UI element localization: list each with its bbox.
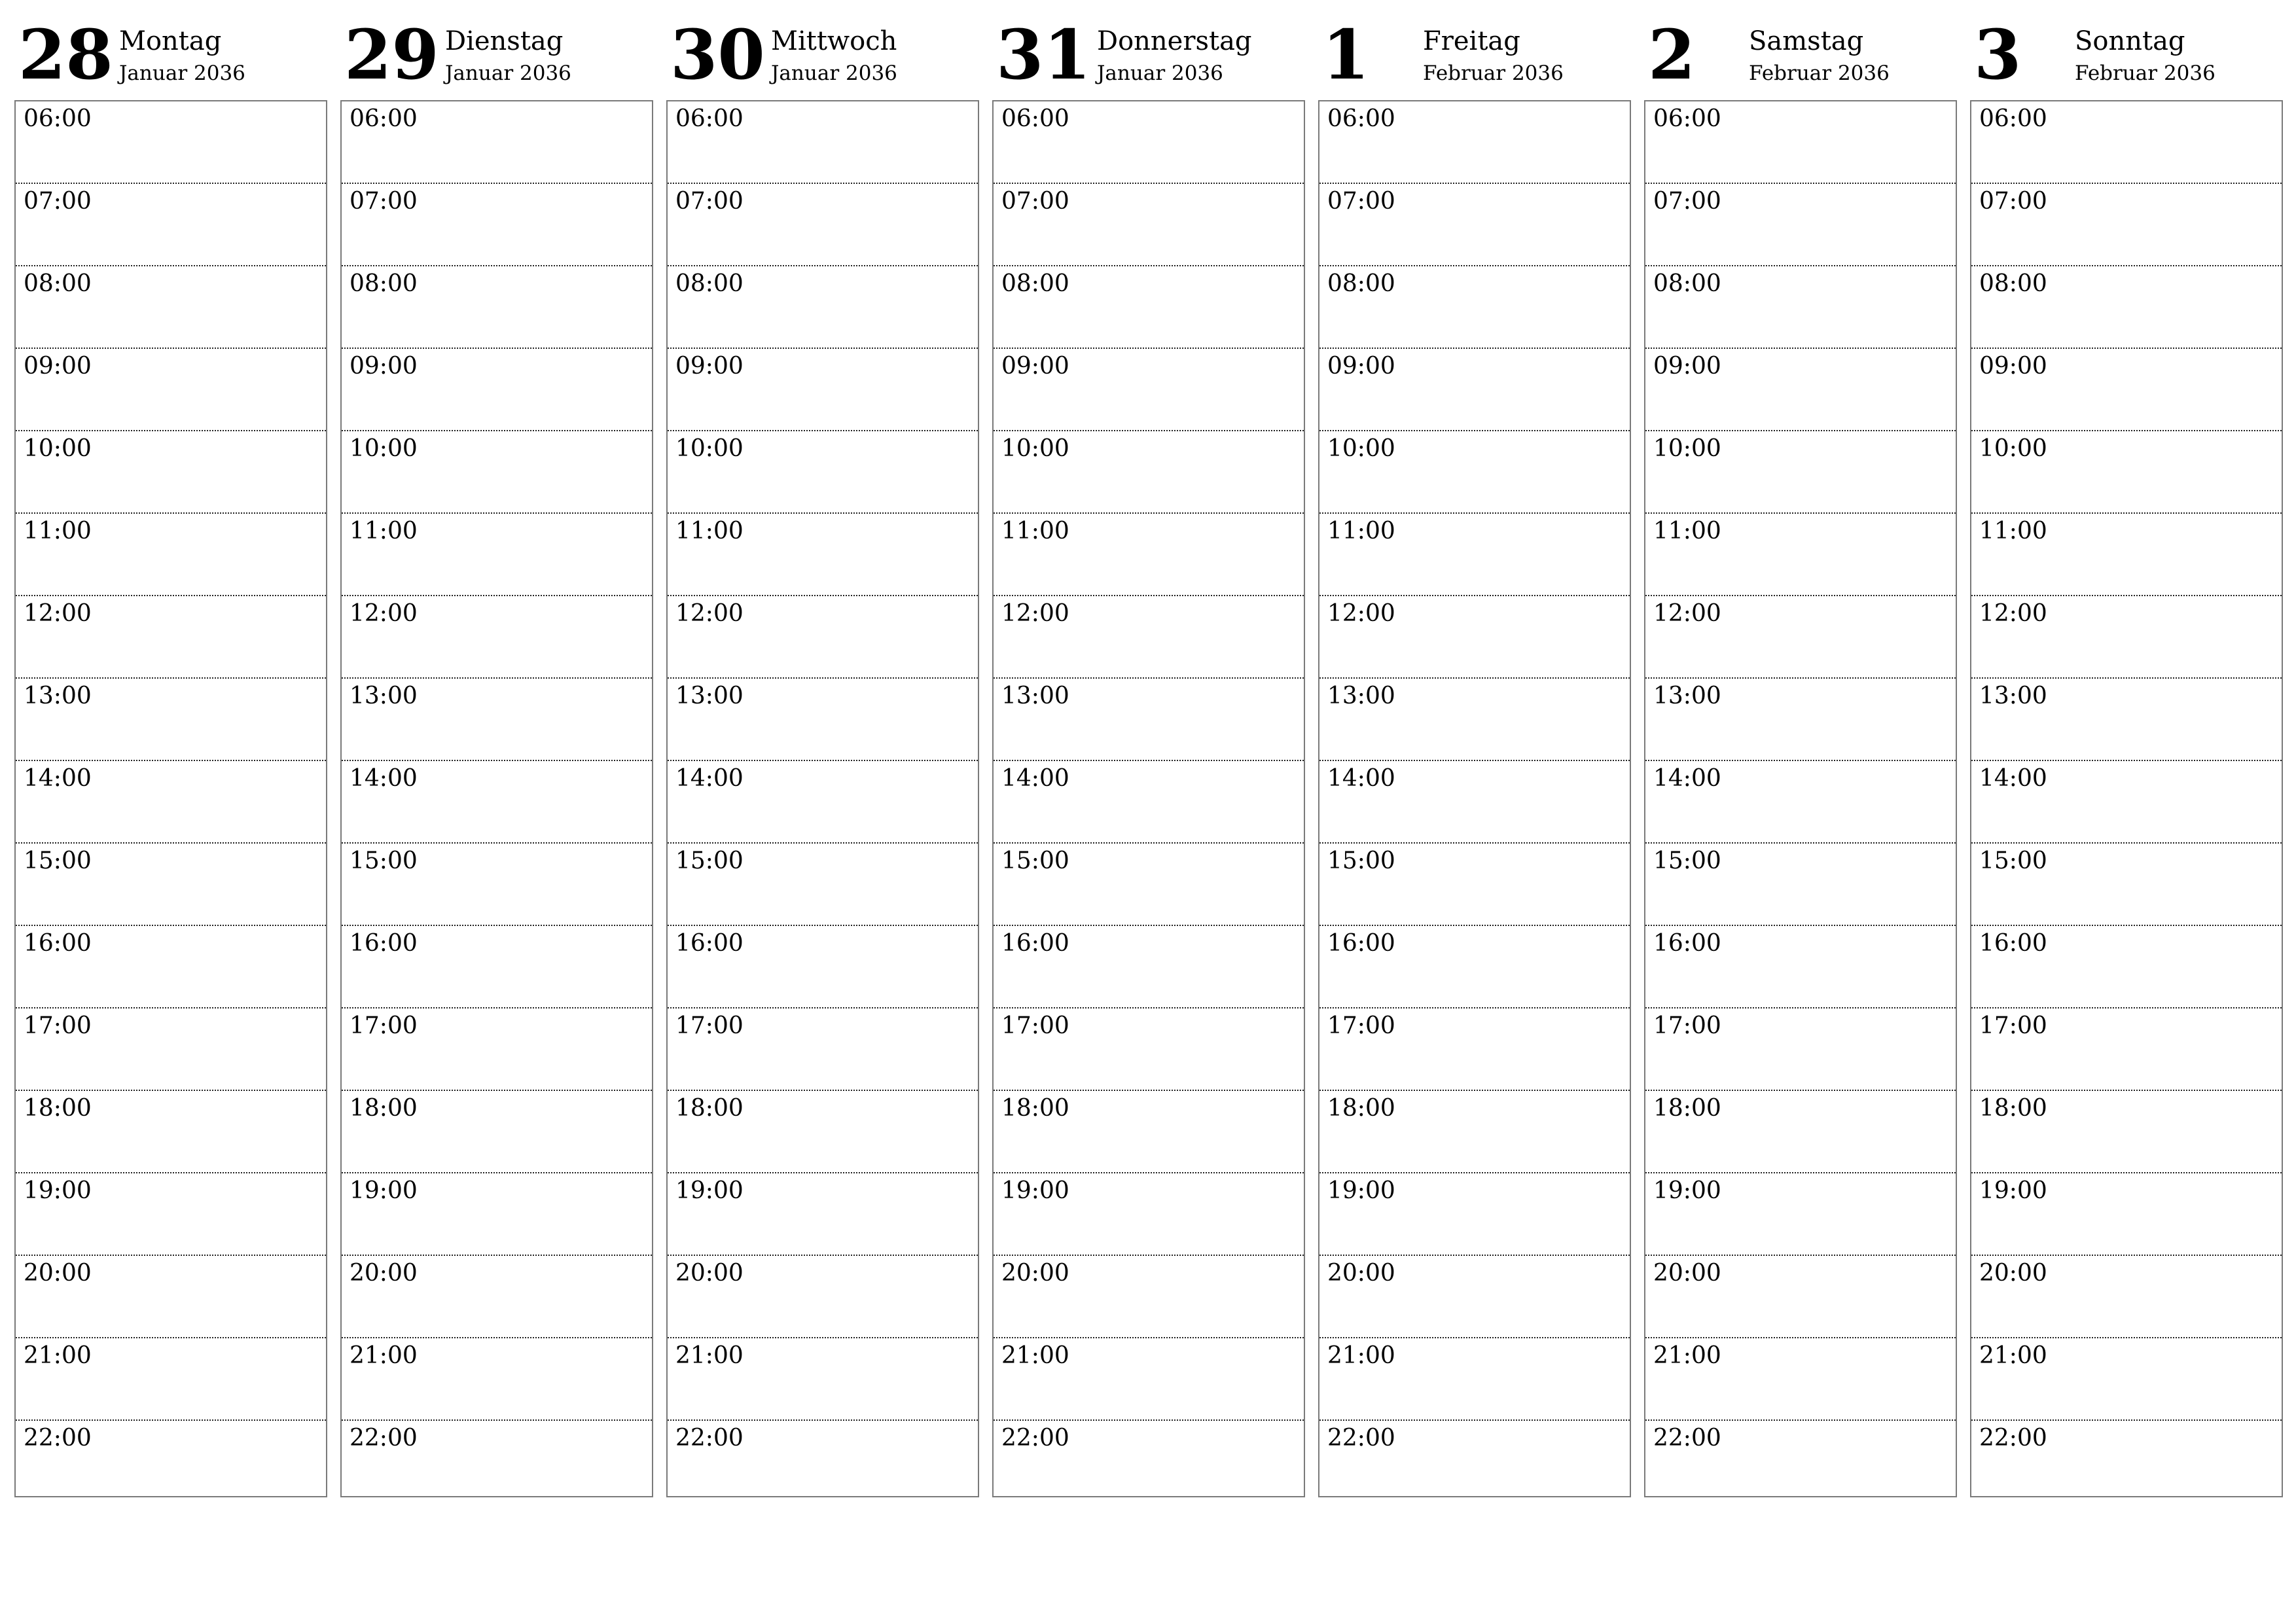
hour-slot[interactable]: [668, 431, 978, 514]
hour-slot[interactable]: [668, 514, 978, 596]
hour-slot[interactable]: [1319, 1173, 1630, 1256]
month-year: Februar 2036: [1423, 62, 1564, 85]
hour-slot[interactable]: [342, 1091, 652, 1173]
hour-label: 11:00: [1979, 518, 2047, 544]
hour-label: 06:00: [350, 105, 418, 132]
day-number: 2: [1648, 14, 1696, 95]
hour-label: 16:00: [350, 930, 418, 957]
hour-slot[interactable]: [1319, 596, 1630, 679]
hour-label: 08:00: [1327, 270, 1395, 297]
hour-slot[interactable]: [668, 926, 978, 1008]
hour-slot[interactable]: [1645, 1338, 1956, 1421]
hour-slot[interactable]: [1319, 514, 1630, 596]
hour-label: 11:00: [675, 518, 744, 544]
month-year: Februar 2036: [2075, 62, 2215, 85]
hour-label: 17:00: [1001, 1012, 1069, 1039]
hour-slot[interactable]: [1971, 1338, 2282, 1421]
month-year: Januar 2036: [1097, 62, 1223, 85]
hour-label: 15:00: [1653, 847, 1721, 874]
hour-slot[interactable]: [1319, 349, 1630, 431]
hour-slot[interactable]: [342, 514, 652, 596]
hour-label: 19:00: [350, 1177, 418, 1204]
hour-label: 07:00: [675, 188, 744, 215]
hour-slot[interactable]: [16, 349, 326, 431]
hour-label: 07:00: [1001, 188, 1069, 215]
hour-label: 21:00: [24, 1342, 92, 1369]
hour-label: 07:00: [1653, 188, 1721, 215]
hour-slot[interactable]: [1971, 349, 2282, 431]
day-number: 31: [996, 14, 1091, 95]
day-header: [14, 0, 327, 100]
hour-slot[interactable]: [668, 349, 978, 431]
hour-slot[interactable]: [668, 184, 978, 266]
month-year: Januar 2036: [771, 62, 897, 85]
hour-slot[interactable]: [342, 926, 652, 1008]
hour-slot[interactable]: [994, 1338, 1304, 1421]
hour-label: 20:00: [675, 1260, 744, 1287]
hour-label: 06:00: [1001, 105, 1069, 132]
hour-label: 14:00: [675, 765, 744, 792]
hour-slot[interactable]: [668, 596, 978, 679]
hour-slot[interactable]: [16, 1338, 326, 1421]
hour-slot[interactable]: [994, 679, 1304, 761]
hour-slot[interactable]: [994, 184, 1304, 266]
hour-label: 22:00: [24, 1425, 92, 1452]
hour-grid: [1970, 100, 2283, 1497]
hour-slot[interactable]: [994, 431, 1304, 514]
hour-slot[interactable]: [994, 349, 1304, 431]
hour-label: 20:00: [1001, 1260, 1069, 1287]
hour-slot[interactable]: [16, 514, 326, 596]
hour-label: 12:00: [1653, 600, 1721, 627]
hour-label: 12:00: [350, 600, 418, 627]
hour-label: 07:00: [350, 188, 418, 215]
hour-label: 07:00: [1327, 188, 1395, 215]
hour-label: 07:00: [24, 188, 92, 215]
hour-label: 14:00: [24, 765, 92, 792]
hour-slot[interactable]: [342, 184, 652, 266]
hour-label: 20:00: [1653, 1260, 1721, 1287]
hour-slot[interactable]: [16, 761, 326, 844]
hour-label: 17:00: [1327, 1012, 1395, 1039]
weekday-name: Sonntag: [2075, 26, 2185, 56]
hour-label: 09:00: [1001, 353, 1069, 380]
hour-slot[interactable]: [16, 431, 326, 514]
hour-label: 21:00: [1001, 1342, 1069, 1369]
hour-slot[interactable]: [1319, 761, 1630, 844]
hour-slot[interactable]: [668, 761, 978, 844]
hour-slot[interactable]: [994, 101, 1304, 184]
day-number: 30: [670, 14, 765, 95]
hour-label: 09:00: [24, 353, 92, 380]
hour-label: 08:00: [1979, 270, 2047, 297]
hour-label: 13:00: [1979, 683, 2047, 709]
hour-slot[interactable]: [16, 1008, 326, 1091]
hour-label: 12:00: [24, 600, 92, 627]
hour-slot[interactable]: [1645, 761, 1956, 844]
hour-label: 09:00: [1327, 353, 1395, 380]
hour-slot[interactable]: [342, 679, 652, 761]
hour-label: 13:00: [1327, 683, 1395, 709]
hour-slot[interactable]: [1971, 679, 2282, 761]
day-header: [1318, 0, 1631, 100]
hour-label: 17:00: [1979, 1012, 2047, 1039]
hour-slot[interactable]: [994, 1008, 1304, 1091]
hour-slot[interactable]: [994, 514, 1304, 596]
hour-label: 22:00: [1979, 1425, 2047, 1452]
hour-label: 13:00: [1001, 683, 1069, 709]
hour-slot[interactable]: [1971, 1421, 2282, 1509]
hour-label: 16:00: [1327, 930, 1395, 957]
hour-label: 22:00: [1653, 1425, 1721, 1452]
hour-label: 16:00: [675, 930, 744, 957]
hour-slot[interactable]: [342, 431, 652, 514]
hour-label: 13:00: [1653, 683, 1721, 709]
hour-label: 13:00: [675, 683, 744, 709]
hour-slot[interactable]: [16, 844, 326, 926]
day-column: [1970, 0, 2283, 1452]
hour-slot[interactable]: [1645, 1091, 1956, 1173]
hour-slot[interactable]: [342, 1256, 652, 1338]
hour-slot[interactable]: [342, 1008, 652, 1091]
hour-grid: [992, 100, 1305, 1497]
day-header: [992, 0, 1305, 100]
hour-slot[interactable]: [1971, 1256, 2282, 1338]
hour-slot[interactable]: [16, 596, 326, 679]
month-year: Januar 2036: [445, 62, 571, 85]
hour-slot[interactable]: [1645, 349, 1956, 431]
hour-slot[interactable]: [1319, 101, 1630, 184]
hour-label: 10:00: [24, 435, 92, 462]
hour-slot[interactable]: [1645, 1421, 1956, 1509]
hour-label: 08:00: [1001, 270, 1069, 297]
hour-label: 14:00: [1653, 765, 1721, 792]
day-header: [340, 0, 653, 100]
hour-label: 18:00: [1327, 1095, 1395, 1122]
hour-label: 10:00: [1001, 435, 1069, 462]
hour-slot[interactable]: [342, 1421, 652, 1509]
weekday-name: Montag: [119, 26, 222, 56]
hour-slot[interactable]: [342, 349, 652, 431]
hour-slot[interactable]: [994, 844, 1304, 926]
hour-label: 14:00: [350, 765, 418, 792]
hour-slot[interactable]: [1971, 596, 2282, 679]
hour-slot[interactable]: [668, 101, 978, 184]
hour-label: 16:00: [24, 930, 92, 957]
hour-slot[interactable]: [16, 101, 326, 184]
hour-slot[interactable]: [1645, 184, 1956, 266]
day-column: [1644, 0, 1957, 1452]
hour-label: 11:00: [1001, 518, 1069, 544]
hour-slot[interactable]: [994, 266, 1304, 349]
hour-label: 14:00: [1327, 765, 1395, 792]
hour-label: 09:00: [1653, 353, 1721, 380]
hour-label: 08:00: [350, 270, 418, 297]
hour-label: 12:00: [1001, 600, 1069, 627]
day-number: 1: [1322, 14, 1370, 95]
month-year: Januar 2036: [119, 62, 245, 85]
hour-label: 10:00: [675, 435, 744, 462]
day-header: [1644, 0, 1957, 100]
hour-label: 10:00: [1327, 435, 1395, 462]
hour-slot[interactable]: [342, 596, 652, 679]
hour-slot[interactable]: [994, 926, 1304, 1008]
hour-slot[interactable]: [668, 844, 978, 926]
hour-label: 11:00: [1653, 518, 1721, 544]
hour-label: 06:00: [1979, 105, 2047, 132]
hour-label: 12:00: [1327, 600, 1395, 627]
hour-label: 21:00: [675, 1342, 744, 1369]
hour-slot[interactable]: [342, 1338, 652, 1421]
hour-slot[interactable]: [16, 1091, 326, 1173]
hour-slot[interactable]: [16, 266, 326, 349]
hour-slot[interactable]: [1645, 926, 1956, 1008]
hour-label: 15:00: [1327, 847, 1395, 874]
hour-slot[interactable]: [994, 1173, 1304, 1256]
hour-slot[interactable]: [1319, 1008, 1630, 1091]
hour-slot[interactable]: [1971, 926, 2282, 1008]
hour-slot[interactable]: [16, 1256, 326, 1338]
day-number: 28: [18, 14, 113, 95]
hour-slot[interactable]: [1971, 184, 2282, 266]
weekday-name: Donnerstag: [1097, 26, 1252, 56]
hour-label: 19:00: [24, 1177, 92, 1204]
hour-label: 16:00: [1653, 930, 1721, 957]
weekday-name: Dienstag: [445, 26, 564, 56]
hour-slot[interactable]: [1319, 266, 1630, 349]
hour-label: 19:00: [675, 1177, 744, 1204]
hour-label: 18:00: [675, 1095, 744, 1122]
weekday-name: Freitag: [1423, 26, 1520, 56]
hour-label: 22:00: [1001, 1425, 1069, 1452]
hour-slot[interactable]: [1645, 1256, 1956, 1338]
day-number: 3: [1974, 14, 2022, 95]
hour-slot[interactable]: [994, 1256, 1304, 1338]
hour-slot[interactable]: [16, 1421, 326, 1509]
hour-label: 17:00: [675, 1012, 744, 1039]
hour-label: 13:00: [24, 683, 92, 709]
day-column: [340, 0, 653, 1452]
hour-label: 14:00: [1001, 765, 1069, 792]
hour-label: 17:00: [350, 1012, 418, 1039]
hour-slot[interactable]: [1971, 1173, 2282, 1256]
hour-label: 20:00: [350, 1260, 418, 1287]
hour-slot[interactable]: [342, 844, 652, 926]
month-year: Februar 2036: [1749, 62, 1890, 85]
hour-slot[interactable]: [1971, 761, 2282, 844]
hour-slot[interactable]: [1971, 101, 2282, 184]
hour-label: 11:00: [350, 518, 418, 544]
hour-slot[interactable]: [1971, 1008, 2282, 1091]
hour-label: 07:00: [1979, 188, 2047, 215]
hour-label: 17:00: [24, 1012, 92, 1039]
hour-slot[interactable]: [994, 1091, 1304, 1173]
hour-label: 15:00: [1001, 847, 1069, 874]
hour-label: 15:00: [675, 847, 744, 874]
hour-label: 21:00: [1653, 1342, 1721, 1369]
hour-slot[interactable]: [16, 679, 326, 761]
hour-label: 19:00: [1653, 1177, 1721, 1204]
hour-slot[interactable]: [16, 926, 326, 1008]
hour-label: 06:00: [1653, 105, 1721, 132]
hour-slot[interactable]: [1319, 844, 1630, 926]
hour-label: 11:00: [1327, 518, 1395, 544]
day-header: [1970, 0, 2283, 100]
hour-slot[interactable]: [1971, 431, 2282, 514]
hour-slot[interactable]: [1645, 844, 1956, 926]
hour-label: 08:00: [675, 270, 744, 297]
hour-slot[interactable]: [668, 679, 978, 761]
hour-label: 09:00: [1979, 353, 2047, 380]
hour-slot[interactable]: [1645, 596, 1956, 679]
hour-label: 09:00: [675, 353, 744, 380]
hour-label: 06:00: [1327, 105, 1395, 132]
hour-grid: [1644, 100, 1957, 1497]
hour-label: 18:00: [350, 1095, 418, 1122]
hour-label: 18:00: [1001, 1095, 1069, 1122]
hour-label: 10:00: [1653, 435, 1721, 462]
hour-label: 20:00: [1327, 1260, 1395, 1287]
hour-slot[interactable]: [342, 101, 652, 184]
day-column: [666, 0, 979, 1452]
hour-label: 19:00: [1327, 1177, 1395, 1204]
hour-slot[interactable]: [1319, 1338, 1630, 1421]
hour-label: 16:00: [1001, 930, 1069, 957]
hour-label: 06:00: [675, 105, 744, 132]
hour-label: 14:00: [1979, 765, 2047, 792]
hour-label: 16:00: [1979, 930, 2047, 957]
hour-label: 22:00: [675, 1425, 744, 1452]
hour-slot[interactable]: [342, 1173, 652, 1256]
hour-label: 08:00: [24, 270, 92, 297]
hour-label: 13:00: [350, 683, 418, 709]
hour-label: 22:00: [1327, 1425, 1395, 1452]
hour-label: 10:00: [1979, 435, 2047, 462]
hour-slot[interactable]: [1319, 184, 1630, 266]
hour-slot[interactable]: [16, 1173, 326, 1256]
hour-slot[interactable]: [1645, 1173, 1956, 1256]
hour-slot[interactable]: [668, 1008, 978, 1091]
hour-label: 20:00: [24, 1260, 92, 1287]
hour-label: 19:00: [1001, 1177, 1069, 1204]
hour-label: 22:00: [350, 1425, 418, 1452]
hour-label: 15:00: [350, 847, 418, 874]
day-header: [666, 0, 979, 100]
hour-slot[interactable]: [1971, 1091, 2282, 1173]
hour-slot[interactable]: [1319, 679, 1630, 761]
hour-label: 21:00: [1327, 1342, 1395, 1369]
hour-slot[interactable]: [1319, 1421, 1630, 1509]
hour-grid: [666, 100, 979, 1497]
hour-label: 18:00: [1979, 1095, 2047, 1122]
hour-label: 09:00: [350, 353, 418, 380]
hour-slot[interactable]: [1645, 101, 1956, 184]
hour-label: 18:00: [1653, 1095, 1721, 1122]
hour-slot[interactable]: [668, 1091, 978, 1173]
hour-slot[interactable]: [1645, 679, 1956, 761]
hour-slot[interactable]: [1319, 431, 1630, 514]
weekly-planner: [14, 0, 2291, 1505]
hour-slot[interactable]: [342, 266, 652, 349]
hour-slot[interactable]: [668, 1338, 978, 1421]
hour-slot[interactable]: [668, 1173, 978, 1256]
hour-slot[interactable]: [1319, 1091, 1630, 1173]
hour-label: 15:00: [24, 847, 92, 874]
day-column: [1318, 0, 1631, 1452]
hour-label: 21:00: [1979, 1342, 2047, 1369]
hour-slot[interactable]: [668, 1256, 978, 1338]
hour-slot[interactable]: [1645, 514, 1956, 596]
hour-slot[interactable]: [1971, 514, 2282, 596]
hour-slot[interactable]: [1319, 1256, 1630, 1338]
hour-slot[interactable]: [1971, 266, 2282, 349]
hour-slot[interactable]: [1645, 266, 1956, 349]
hour-label: 19:00: [1979, 1177, 2047, 1204]
hour-label: 10:00: [350, 435, 418, 462]
hour-label: 15:00: [1979, 847, 2047, 874]
hour-slot[interactable]: [1971, 844, 2282, 926]
day-column: [992, 0, 1305, 1452]
hour-label: 12:00: [1979, 600, 2047, 627]
hour-label: 11:00: [24, 518, 92, 544]
hour-label: 06:00: [24, 105, 92, 132]
weekday-name: Mittwoch: [771, 26, 897, 56]
hour-slot[interactable]: [994, 596, 1304, 679]
hour-slot[interactable]: [994, 1421, 1304, 1509]
hour-slot[interactable]: [1319, 926, 1630, 1008]
hour-slot[interactable]: [1645, 431, 1956, 514]
hour-grid: [14, 100, 327, 1497]
hour-label: 17:00: [1653, 1012, 1721, 1039]
hour-label: 08:00: [1653, 270, 1721, 297]
day-column: [14, 0, 327, 1452]
hour-slot[interactable]: [994, 761, 1304, 844]
hour-label: 20:00: [1979, 1260, 2047, 1287]
hour-slot[interactable]: [342, 761, 652, 844]
hour-label: 12:00: [675, 600, 744, 627]
day-number: 29: [344, 14, 439, 95]
hour-slot[interactable]: [668, 266, 978, 349]
hour-slot[interactable]: [16, 184, 326, 266]
hour-slot[interactable]: [1645, 1008, 1956, 1091]
hour-grid: [340, 100, 653, 1497]
hour-label: 18:00: [24, 1095, 92, 1122]
weekday-name: Samstag: [1749, 26, 1864, 56]
hour-label: 21:00: [350, 1342, 418, 1369]
hour-slot[interactable]: [668, 1421, 978, 1509]
hour-grid: [1318, 100, 1631, 1497]
